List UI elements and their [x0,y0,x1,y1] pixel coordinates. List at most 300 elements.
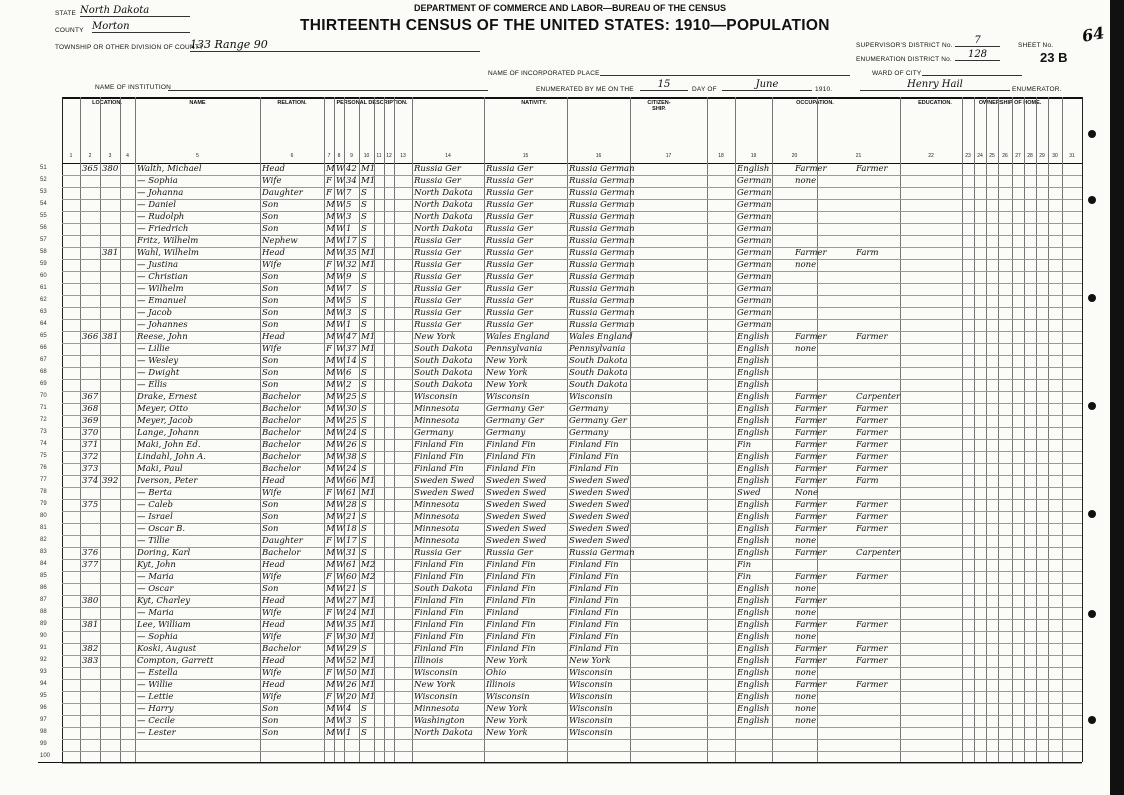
mother-birthplace-cell: New York [569,656,611,666]
person-name-cell: — Christian [137,272,188,282]
father-birthplace-cell: Russia Ger [486,176,533,186]
person-name-cell: — Estella [137,668,178,678]
age-cell: 66 [346,476,357,486]
industry-cell: Farmer [856,500,888,510]
sex-cell: M [326,476,335,486]
father-birthplace-cell: Sweden Swed [486,536,547,546]
father-birthplace-cell: Finland Fin [486,440,536,450]
marital-status-cell: S [361,200,367,210]
language-cell: English [737,524,770,534]
marital-status-cell: S [361,272,367,282]
dwelling-number-cell [82,235,99,247]
person-name-cell: Kyt, John [137,560,176,570]
dwelling-number-cell [82,199,99,211]
family-number-cell [102,355,119,367]
person-name-cell: Meyer, Otto [137,404,189,414]
age-cell: 38 [346,452,357,462]
section-name: NAME [189,100,206,106]
marital-status-cell: M1 [361,488,376,498]
person-name-cell: — Oscar [137,584,174,594]
trade-cell: none [795,260,817,270]
father-birthplace-cell: Finland Fin [486,644,536,654]
age-cell: 52 [346,656,357,666]
age-cell: 4 [346,704,352,714]
mother-birthplace-cell: Wisconsin [569,692,613,702]
language-cell: English [737,704,770,714]
dwelling-number-cell: 375 [82,500,99,510]
age-cell: 28 [346,500,357,510]
person-name-cell: — Cecile [137,716,175,726]
family-number-cell [102,595,119,607]
marital-status-cell: M1 [361,332,376,342]
language-cell: German [737,212,772,222]
supervisor-label: SUPERVISOR'S DISTRICT No. [856,42,953,49]
relation-cell: Head [262,656,285,666]
age-cell: 5 [346,200,352,210]
section-location: LOCATION. [92,100,122,106]
race-cell: W [336,728,345,738]
line-number: 52 [40,177,47,183]
language-cell: English [737,512,770,522]
person-name-cell: — Sophia [137,176,178,186]
family-number-cell [102,283,119,295]
dwelling-number-cell [82,367,99,379]
sex-cell: M [326,272,335,282]
father-birthplace-cell: Germany Ger [486,404,544,414]
column-number: 19 [750,153,757,159]
industry-cell [856,367,913,379]
language-cell: English [737,356,770,366]
trade-cell [795,295,852,307]
mother-birthplace-cell [569,739,629,751]
sex-cell: M [326,248,335,258]
dwelling-number-cell: 380 [82,596,99,606]
person-name-cell: Doring, Karl [137,548,191,558]
father-birthplace-cell: Sweden Swed [486,500,547,510]
sex-cell: M [326,284,335,294]
marital-status-cell: S [361,728,367,738]
sex-cell: F [326,188,332,198]
language-cell: English [737,452,770,462]
sex-cell: M [326,356,335,366]
age-cell: 7 [346,284,352,294]
column-number: 5 [196,153,199,159]
sex-cell: M [326,368,335,378]
relation-cell: Wife [262,608,282,618]
trade-cell: Farmer [795,656,827,666]
race-cell: W [336,500,345,510]
line-number: 79 [40,501,47,507]
dwelling-number-cell [82,727,99,739]
person-name-cell [137,739,258,751]
marital-status-cell: M1 [361,656,376,666]
person-name-cell: Reese, John [137,332,188,342]
relation-cell: Bachelor [262,440,301,450]
sex-cell: F [326,344,332,354]
family-number-cell [102,343,119,355]
language-cell: English [737,692,770,702]
dwelling-number-cell [82,259,99,271]
father-birthplace-cell: Russia Ger [486,296,533,306]
person-name-cell: Lange, Johann [137,428,200,438]
line-number: 67 [40,357,47,363]
column-number: 27 [1015,153,1021,159]
relation-cell: Head [262,620,285,630]
birthplace-cell: Germany [414,428,454,438]
person-name-cell: — Johanna [137,188,184,198]
industry-cell [856,631,913,643]
race-cell: W [336,320,345,330]
column-number: 9 [350,153,353,159]
line-number: 89 [40,621,47,627]
industry-cell [856,223,913,235]
relation-cell: Bachelor [262,464,301,474]
language-cell: English [737,344,770,354]
age-cell: 3 [346,716,352,726]
sex-cell: M [326,416,335,426]
age-cell: 1 [346,728,352,738]
section-relation: RELATION. [277,100,307,106]
language-cell: English [737,608,770,618]
marital-status-cell: S [361,716,367,726]
sex-cell: F [326,668,332,678]
age-cell: 17 [346,536,357,546]
language-cell: German [737,200,772,210]
dwelling-number-cell [82,523,99,535]
father-birthplace-cell: New York [486,728,528,738]
father-birthplace-cell: Sweden Swed [486,488,547,498]
language-cell: German [737,284,772,294]
line-number: 88 [40,609,47,615]
family-number-cell [102,439,119,451]
person-name-cell: Lee, William [137,620,191,630]
father-birthplace-cell: Russia Ger [486,320,533,330]
trade-cell: none [795,704,817,714]
age-cell: 25 [346,416,357,426]
dwelling-number-cell: 368 [82,404,99,414]
sex-cell: M [326,440,335,450]
dwelling-number-cell [82,379,99,391]
family-number-cell [102,619,119,631]
family-number-cell [102,319,119,331]
father-birthplace-cell: Ohio [486,668,507,678]
birthplace-cell: Russia Ger [414,284,461,294]
father-birthplace-cell: New York [486,380,528,390]
family-number-cell [102,511,119,523]
line-number: 81 [40,525,47,531]
ward-line [922,67,1022,76]
mother-birthplace-cell: Germany Ger [569,416,627,426]
industry-cell [856,295,913,307]
sex-cell: M [326,332,335,342]
county-label: COUNTY [55,27,84,34]
trade-cell: Farmer [795,332,827,342]
family-number-cell [102,487,119,499]
industry-cell: Farmer [856,164,888,174]
race-cell: W [336,560,345,570]
column-number: 17 [665,153,672,159]
column-number: 21 [855,153,862,159]
sheet-label: SHEET No. [1018,42,1054,49]
family-number-cell [102,727,119,739]
year-label: 1910. [815,86,833,93]
race-cell: W [336,704,345,714]
father-birthplace-cell: Russia Ger [486,212,533,222]
trade-cell: none [795,584,817,594]
trade-cell: none [795,536,817,546]
sex-cell: M [326,296,335,306]
birthplace-cell: Russia Ger [414,320,461,330]
section-occupation: OCCUPATION. [796,100,834,106]
mother-birthplace-cell: Sweden Swed [569,476,630,486]
family-number-cell [102,607,119,619]
person-name-cell: — Oscar B. [137,524,186,534]
industry-cell [856,691,913,703]
birthplace-cell: Russia Ger [414,260,461,270]
father-birthplace-cell: New York [486,656,528,666]
person-name-cell: Maki, Paul [137,464,183,474]
column-number: 11 [376,153,382,159]
dwelling-number-cell [82,187,99,199]
person-name-cell: — Maria [137,608,174,618]
person-name-cell: Maki, John Ed. [137,440,201,450]
person-name-cell: Wahl, Wilhelm [137,248,199,258]
dwelling-number-cell [82,319,99,331]
column-number: 20 [791,153,798,159]
trade-cell [795,355,852,367]
family-number-cell [102,271,119,283]
age-cell: 30 [346,632,357,642]
marital-status-cell: S [361,404,367,414]
marital-status-cell: S [361,512,367,522]
race-cell: W [336,416,345,426]
trade-cell [795,271,852,283]
father-birthplace-cell: Finland Fin [486,560,536,570]
race-cell: W [336,464,345,474]
sex-cell: F [326,632,332,642]
trade-cell: Farmer [795,512,827,522]
line-number: 55 [40,213,47,219]
industry-cell: Carpenter [856,392,901,402]
industry-cell: Farmer [856,656,888,666]
dwelling-number-cell [82,175,99,187]
marital-status-cell: S [361,500,367,510]
family-number-cell [102,427,119,439]
industry-cell [856,739,913,751]
industry-cell: Farmer [856,464,888,474]
language-cell: German [737,272,772,282]
industry-cell: Farmer [856,416,888,426]
dwelling-number-cell: 383 [82,656,99,666]
marital-status-cell [361,739,373,751]
day-of-label: DAY OF [692,86,717,93]
mother-birthplace-cell: Russia German [569,284,635,294]
marital-status-cell: S [361,188,367,198]
marital-status-cell: S [361,428,367,438]
line-number: 75 [40,453,47,459]
trade-cell: Farmer [795,404,827,414]
language-cell: German [737,260,772,270]
trade-cell [795,559,852,571]
industry-cell [856,535,913,547]
father-birthplace-cell: Russia Ger [486,284,533,294]
grid-line [1082,97,1083,762]
age-cell: 37 [346,344,357,354]
trade-cell: none [795,176,817,186]
birthplace-cell: Finland Fin [414,596,464,606]
relation-cell: Son [262,320,279,330]
father-birthplace-cell: Sweden Swed [486,524,547,534]
column-number: 4 [126,153,129,159]
marital-status-cell: M1 [361,476,376,486]
mother-birthplace-cell: Finland Fin [569,452,619,462]
column-number: 26 [1002,153,1008,159]
dwelling-number-cell [82,607,99,619]
dwelling-number-cell [82,307,99,319]
race-cell: W [336,368,345,378]
birthplace-cell: Finland Fin [414,572,464,582]
language-cell [737,739,792,751]
race-cell: W [336,668,345,678]
person-name-cell: — Lillie [137,344,170,354]
sex-cell: M [326,500,335,510]
age-cell: 21 [346,584,357,594]
marital-status-cell: M1 [361,344,376,354]
marital-status-cell: S [361,356,367,366]
age-cell: 50 [346,668,357,678]
column-number: 16 [595,153,602,159]
dwelling-number-cell: 372 [82,452,99,462]
enumerated-month: June [722,79,812,91]
marital-status-cell: S [361,236,367,246]
line-number: 69 [40,381,47,387]
dwelling-number-cell: 369 [82,416,99,426]
marital-status-cell: M1 [361,620,376,630]
person-name-cell: Drake, Ernest [137,392,198,402]
relation-cell: Wife [262,668,282,678]
dwelling-number-cell: 367 [82,392,99,402]
column-number: 1 [69,153,73,159]
birthplace-cell: New York [414,332,456,342]
sex-cell: M [326,212,335,222]
dwelling-number-cell [82,703,99,715]
relation-cell: Head [262,560,285,570]
age-cell: 20 [346,692,357,702]
sex-cell: M [326,524,335,534]
line-number: 73 [40,429,47,435]
person-name-cell: — Justina [137,260,179,270]
family-number-cell: 381 [102,248,119,258]
relation-cell: Bachelor [262,644,301,654]
sex-cell: F [326,608,332,618]
father-birthplace-cell: Russia Ger [486,548,533,558]
person-name-cell: — Israel [137,512,173,522]
line-number: 68 [40,369,47,375]
trade-cell: Farmer [795,164,827,174]
race-cell: W [336,164,345,174]
father-birthplace-cell: Finland Fin [486,464,536,474]
mother-birthplace-cell: Finland Fin [569,644,619,654]
dwelling-number-cell [82,715,99,727]
family-number-cell [102,643,119,655]
bottom-rule [38,762,1082,763]
dwelling-number-cell [82,583,99,595]
sex-cell: M [326,644,335,654]
relation-cell: Son [262,284,279,294]
relation-cell: Son [262,716,279,726]
dwelling-number-cell [82,283,99,295]
trade-cell: Farmer [795,620,827,630]
relation-cell: Head [262,596,285,606]
father-birthplace-cell: Russia Ger [486,260,533,270]
industry-cell [856,283,913,295]
birthplace-cell: Finland Fin [414,440,464,450]
sex-cell: M [326,308,335,318]
person-name-cell: Kyt, Charley [137,596,191,606]
relation-cell: Head [262,164,285,174]
person-name-cell: — Caleb [137,500,173,510]
mother-birthplace-cell: Finland Fin [569,620,619,630]
line-number: 56 [40,225,47,231]
family-number-cell [102,403,119,415]
sheet-value: 23 B [1040,50,1068,65]
line-number: 80 [40,513,47,519]
relation-cell: Son [262,524,279,534]
sex-cell: F [326,488,332,498]
family-number-cell [102,547,119,559]
county-value: Morton [92,21,190,33]
birthplace-cell: Finland Fin [414,452,464,462]
person-name-cell: Walth, Michael [137,164,202,174]
birthplace-cell: Finland Fin [414,632,464,642]
mother-birthplace-cell: Wisconsin [569,716,613,726]
relation-cell: Son [262,200,279,210]
sex-cell: M [326,512,335,522]
family-number-cell [102,451,119,463]
family-number-cell [102,379,119,391]
enumerated-label: ENUMERATED BY ME ON THE [536,86,634,93]
enumerated-day: 15 [640,79,688,91]
industry-cell: Farmer [856,452,888,462]
sex-cell: M [326,596,335,606]
sex-cell: M [326,452,335,462]
incorporated-line [600,67,850,76]
race-cell: W [336,620,345,630]
industry-cell [856,379,913,391]
sex-cell: M [326,200,335,210]
age-cell: 3 [346,308,352,318]
sex-cell: F [326,536,332,546]
trade-cell [795,187,852,199]
father-birthplace-cell: New York [486,716,528,726]
industry-cell [856,667,913,679]
marital-status-cell: M1 [361,596,376,606]
person-name-cell: Lindahl, John A. [137,452,206,462]
section-nativity: NATIVITY. [521,100,547,106]
industry-cell [856,319,913,331]
person-name-cell: Meyer, Jacob [137,416,193,426]
birthplace-cell: Minnesota [414,704,460,714]
dwelling-number-cell [82,271,99,283]
mother-birthplace-cell: Russia German [569,164,635,174]
trade-cell [795,319,852,331]
relation-cell: Wife [262,176,282,186]
age-cell: 35 [346,248,357,258]
section-citizenship: CITIZEN-SHIP. [647,100,671,112]
race-cell: W [336,512,345,522]
birthplace-cell: Russia Ger [414,176,461,186]
family-number-cell [102,571,119,583]
